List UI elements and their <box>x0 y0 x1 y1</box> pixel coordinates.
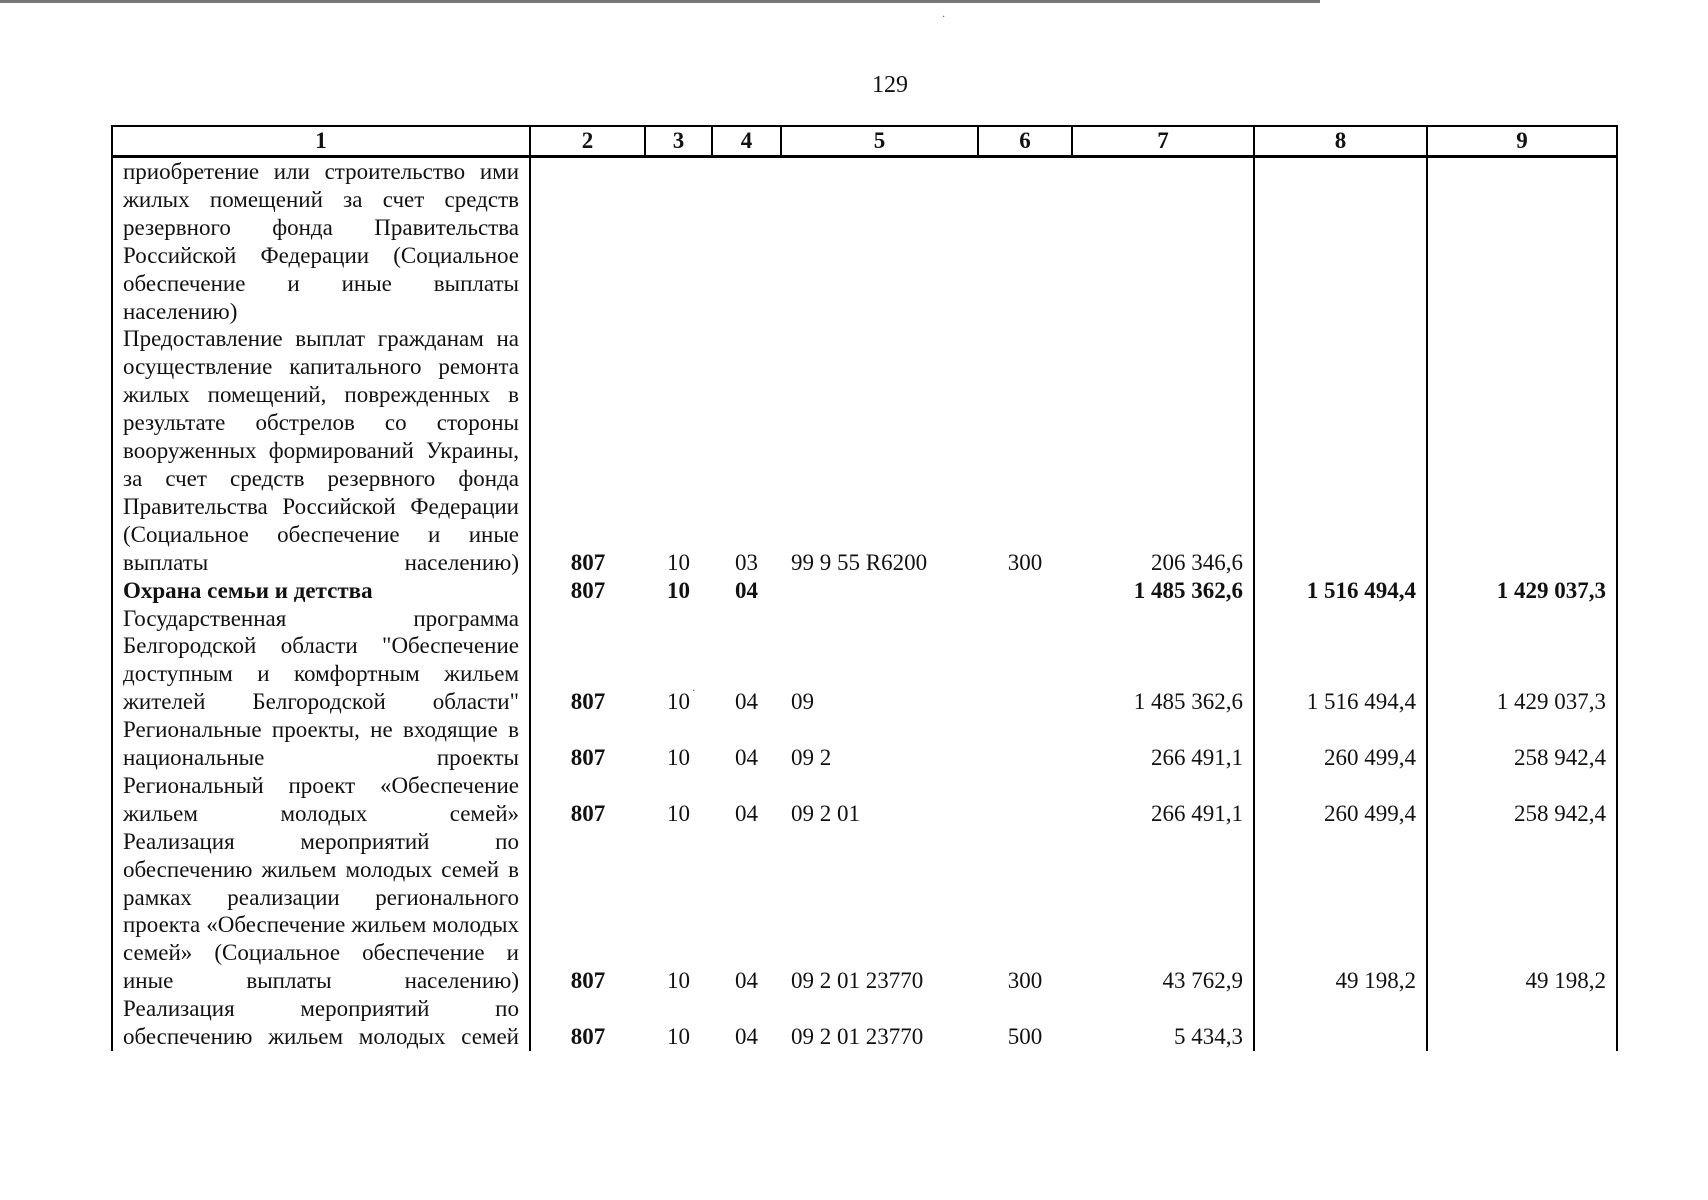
table-row <box>112 605 1617 717</box>
top-rule <box>0 0 1320 3</box>
row-amount-3: 258 942,4 <box>1427 772 1617 828</box>
row-vr <box>978 605 1072 717</box>
row-amount-3 <box>1427 995 1617 1051</box>
row-csr <box>781 577 978 605</box>
row-pr: 04 <box>735 968 758 994</box>
row-amount-3: 258 942,4 <box>1427 716 1617 772</box>
header-col-7: 7 <box>1072 126 1254 157</box>
row-amount-2 <box>1254 325 1427 576</box>
scan-speck: · <box>942 12 946 23</box>
row-rz: 10 <box>667 549 690 575</box>
row-ved <box>530 157 645 326</box>
row-amount-2: 260 499,4 <box>1254 716 1427 772</box>
row-csr: 09 <box>791 689 814 715</box>
row-csr: 09 2 01 23770 <box>791 968 924 994</box>
row-ved: 807 <box>570 577 606 603</box>
table-row <box>112 995 1617 1051</box>
row-amount-2: 1 516 494,4 <box>1254 605 1427 717</box>
table-row <box>112 772 1617 828</box>
row-amount-3 <box>1427 157 1617 326</box>
row-ved: 807 <box>570 549 606 575</box>
header-col-5: 5 <box>781 126 978 157</box>
row-pr: 04 <box>735 577 758 603</box>
row-name: Реализация мероприятий по обеспечению жильем молодых семей <box>112 995 530 1051</box>
row-name: Охрана семьи и детства <box>112 577 530 605</box>
row-csr: 09 2 01 <box>791 800 860 826</box>
header-col-1: 1 <box>112 126 530 157</box>
row-name: Предоставление выплат гражданам на осуществление капитального ремонта жилых помещений, поврежденных в результате обстрелов со стороны вооруженных формирований Украины, за счет средств резервного фонда Правительства Российской Федерации (Социальное обеспечение и иные выплаты населению) <box>112 325 530 576</box>
row-rz: 10 <box>667 577 690 603</box>
row-name: Региональные проекты, не входящие в национальные проекты <box>112 716 530 772</box>
row-amount-2 <box>1254 995 1427 1051</box>
table-row-section <box>112 577 1617 605</box>
header-col-8: 8 <box>1254 126 1427 157</box>
row-amount-1: 1 485 362,6 <box>1072 577 1254 605</box>
row-name: приобретение или строительство ими жилых помещений за счет средств резервного фонда Правительства Российской Федерации (Социальное обеспечение и иные выплаты населению) <box>112 157 530 326</box>
header-col-6: 6 <box>978 126 1072 157</box>
row-amount-1: 5 434,3 <box>1072 995 1254 1051</box>
row-amount-2 <box>1254 157 1427 326</box>
row-rz <box>645 157 712 326</box>
row-ved: 807 <box>570 968 606 994</box>
row-pr <box>712 157 781 326</box>
row-name: Государственная программа Белгородской области "Обеспечение доступным и комфортным жильем жителей Белгородской области" <box>112 605 530 717</box>
row-amount-3: 1 429 037,3 <box>1427 605 1617 717</box>
row-amount-1 <box>1072 157 1254 326</box>
row-ved: 807 <box>570 745 606 771</box>
header-col-9: 9 <box>1427 126 1617 157</box>
row-pr: 04 <box>735 1024 758 1050</box>
row-vr <box>978 772 1072 828</box>
row-amount-3: 49 198,2 <box>1427 828 1617 995</box>
table-header-row <box>112 126 1617 157</box>
row-rz: 10 <box>667 1024 690 1050</box>
row-ved: 807 <box>570 1024 606 1050</box>
row-csr <box>781 157 978 326</box>
row-name: Реализация мероприятий по обеспечению жильем молодых семей в рамках реализации регионального проекта «Обеспечение жильем молодых семей» (Социальное обеспечение и иные выплаты населению) <box>112 828 530 995</box>
scan-speck: · <box>692 686 696 697</box>
row-rz: 10 <box>667 800 690 826</box>
table-row <box>112 157 1617 326</box>
row-ved: 807 <box>570 689 606 715</box>
row-amount-1: 206 346,6 <box>1072 325 1254 576</box>
row-pr: 04 <box>735 745 758 771</box>
row-vr <box>978 716 1072 772</box>
page-number: 129 <box>872 72 908 98</box>
row-vr: 300 <box>1007 968 1043 994</box>
row-amount-2: 1 516 494,4 <box>1254 577 1427 605</box>
budget-table <box>111 125 1618 1051</box>
row-amount-3 <box>1427 325 1617 576</box>
row-name: Региональный проект «Обеспечение жильем молодых семей» <box>112 772 530 828</box>
row-amount-2: 49 198,2 <box>1254 828 1427 995</box>
row-csr: 09 2 01 23770 <box>791 1024 924 1050</box>
header-col-2: 2 <box>530 126 645 157</box>
row-csr: 09 2 <box>791 745 832 771</box>
table-row <box>112 716 1617 772</box>
row-vr <box>978 157 1072 326</box>
header-col-4: 4 <box>712 126 781 157</box>
row-amount-1: 266 491,1 <box>1072 716 1254 772</box>
row-vr: 500 <box>1007 1024 1043 1050</box>
row-amount-1: 43 762,9 <box>1072 828 1254 995</box>
row-rz: 10 <box>667 689 690 715</box>
header-col-3: 3 <box>645 126 712 157</box>
row-amount-1: 1 485 362,6 <box>1072 605 1254 717</box>
row-amount-2: 260 499,4 <box>1254 772 1427 828</box>
row-csr: 99 9 55 R6200 <box>791 549 928 575</box>
table-row <box>112 828 1617 995</box>
table-row <box>112 325 1617 576</box>
row-amount-3: 1 429 037,3 <box>1427 577 1617 605</box>
row-rz: 10 <box>667 745 690 771</box>
row-vr: 300 <box>1007 549 1043 575</box>
row-pr: 03 <box>735 549 758 575</box>
row-vr <box>978 577 1072 605</box>
row-rz: 10 <box>667 968 690 994</box>
row-ved: 807 <box>570 800 606 826</box>
row-amount-1: 266 491,1 <box>1072 772 1254 828</box>
row-pr: 04 <box>735 800 758 826</box>
row-pr: 04 <box>735 689 758 715</box>
